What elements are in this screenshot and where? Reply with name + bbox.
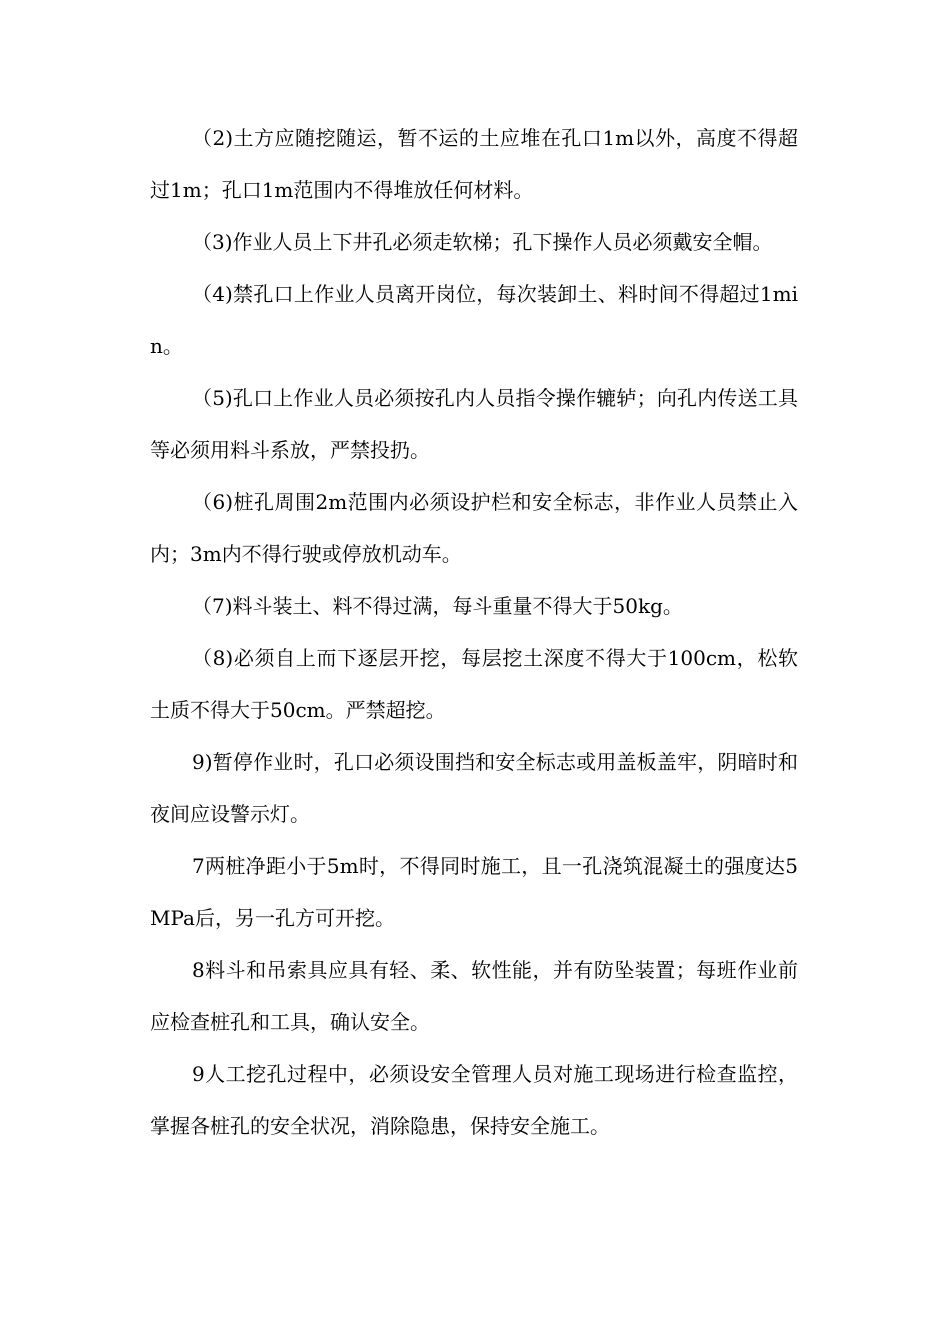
section-item-8: 8料斗和吊索具应具有轻、柔、软性能，并有防坠装置；每班作业前应检查桩孔和工具，确认安全。 [150, 958, 798, 1034]
document-body [150, 112, 798, 1152]
paragraph-item-8: （8)必须自上而下逐层开挖，每层挖土深度不得大于100cm，松软土质不得大于50cm。严禁超挖。 [150, 646, 798, 722]
paragraph-item-6: （6)桩孔周围2m范围内必须设护栏和安全标志，非作业人员禁止入内；3m内不得行驶或停放机动车。 [150, 490, 798, 566]
paragraph-item-5: （5)孔口上作业人员必须按孔内人员指令操作辘轳；向孔内传送工具等必须用料斗系放，严禁投扔。 [150, 386, 798, 462]
paragraph-item-2: （2)土方应随挖随运，暂不运的土应堆在孔口1m以外，高度不得超过1m；孔口1m范围内不得堆放任何材料。 [150, 126, 798, 202]
paragraph-item-9: 9)暂停作业时，孔口必须设围挡和安全标志或用盖板盖牢，阴暗时和夜间应设警示灯。 [150, 750, 798, 826]
paragraph-item-7: （7)料斗装土、料不得过满，每斗重量不得大于50kg。 [192, 594, 683, 618]
section-item-9: 9人工挖孔过程中，必须设安全管理人员对施工现场进行检查监控，掌握各桩孔的安全状况，消除隐患，保持安全施工。 [150, 1062, 798, 1138]
paragraph-item-3: （3)作业人员上下井孔必须走软梯；孔下操作人员必须戴安全帽。 [192, 230, 773, 254]
paragraph-item-4: （4)禁孔口上作业人员离开岗位，每次装卸土、料时间不得超过1min。 [150, 282, 798, 358]
section-item-7: 7两桩净距小于5m时，不得同时施工，且一孔浇筑混凝土的强度达5MPa后，另一孔方可开挖。 [150, 854, 798, 930]
